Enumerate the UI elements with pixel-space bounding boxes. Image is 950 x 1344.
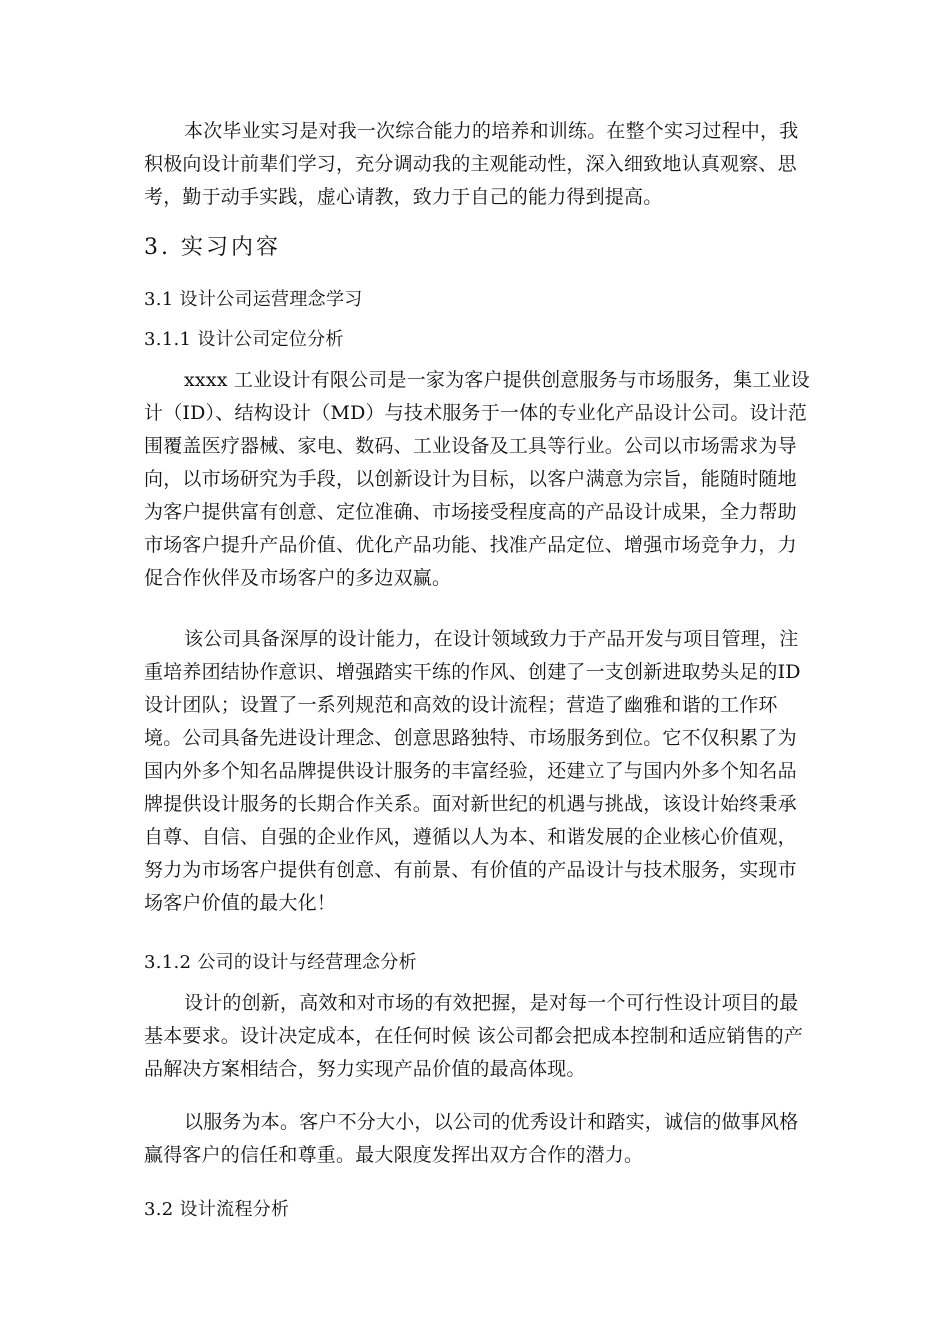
philosophy-paragraph-1 [144, 987, 814, 1086]
section-3-heading: 3. 实习内容 [144, 235, 281, 260]
philosophy-paragraph-1-text: 设计的创新，高效和对市场的有效把握，是对每一个可行性设计项目的最基本要求。设计决定成本，在任何时候 该公司都会把成本控制和适应销售的产品解决方案相结合，努力实现产品价值的最高体现。 [144, 992, 804, 1080]
section-3-1-2-heading: 3.1.2 公司的设计与经营理念分析 [144, 952, 417, 973]
positioning-paragraph-1 [144, 364, 814, 595]
intro-paragraph-text: 本次毕业实习是对我一次综合能力的培养和训练。在整个实习过程中，我积极向设计前辈们学习，充分调动我的主观能动性，深入细致地认真观察、思考，勤于动手实践，虚心请教，致力于自己的能力得到提高。 [144, 120, 799, 208]
section-3-1-1-heading: 3.1.1 设计公司定位分析 [144, 329, 344, 350]
positioning-paragraph-2 [144, 623, 814, 920]
section-3-2-heading: 3.2 设计流程分析 [144, 1199, 290, 1220]
section-3-1-heading: 3.1 设计公司运营理念学习 [144, 289, 363, 310]
positioning-paragraph-2-text: 该公司具备深厚的设计能力，在设计领域致力于产品开发与项目管理，注重培养团结协作意识、增强踏实干练的作风、创建了一支创新进取势头足的ID设计团队；设置了一系列规范和高效的设计流程；营造了幽雅和谐的工作环境。公司具备先进设计理念、创意思路独特、市场服务到位。它不仅积累了为国内外多个知名品牌提供设计服务的丰富经验，还建立了与国内外多个知名品牌提供设计服务的长期合作关系。面对新世纪的机遇与挑战，该设计始终秉承自尊、自信、自强的企业作风，遵循以人为本、和谐发展的企业核心价值观，努力为市场客户提供有创意、有前景、有价值的产品设计与技术服务，实现市场客户价值的最大化！ [144, 628, 801, 914]
philosophy-paragraph-2 [144, 1106, 814, 1172]
philosophy-paragraph-2-text: 以服务为本。客户不分大小，以公司的优秀设计和踏实，诚信的做事风格赢得客户的信任和尊重。最大限度发挥出双方合作的潜力。 [144, 1111, 799, 1166]
positioning-paragraph-1-text: xxxx 工业设计有限公司是一家为客户提供创意服务与市场服务，集工业设计（ID）、结构设计（MD）与技术服务于一体的专业化产品设计公司。设计范围覆盖医疗器械、家电、数码、工业设备及工具等行业。公司以市场需求为导向，以市场研究为手段，以创新设计为目标，以客户满意为宗旨，能随时随地为客户提供富有创意、定位准确、市场接受程度高的产品设计成果，全力帮助市场客户提升产品价值、优化产品功能、找准产品定位、增强市场竞争力，力促合作伙伴及市场客户的多边双赢。 [144, 369, 810, 589]
intro-paragraph [144, 115, 814, 214]
